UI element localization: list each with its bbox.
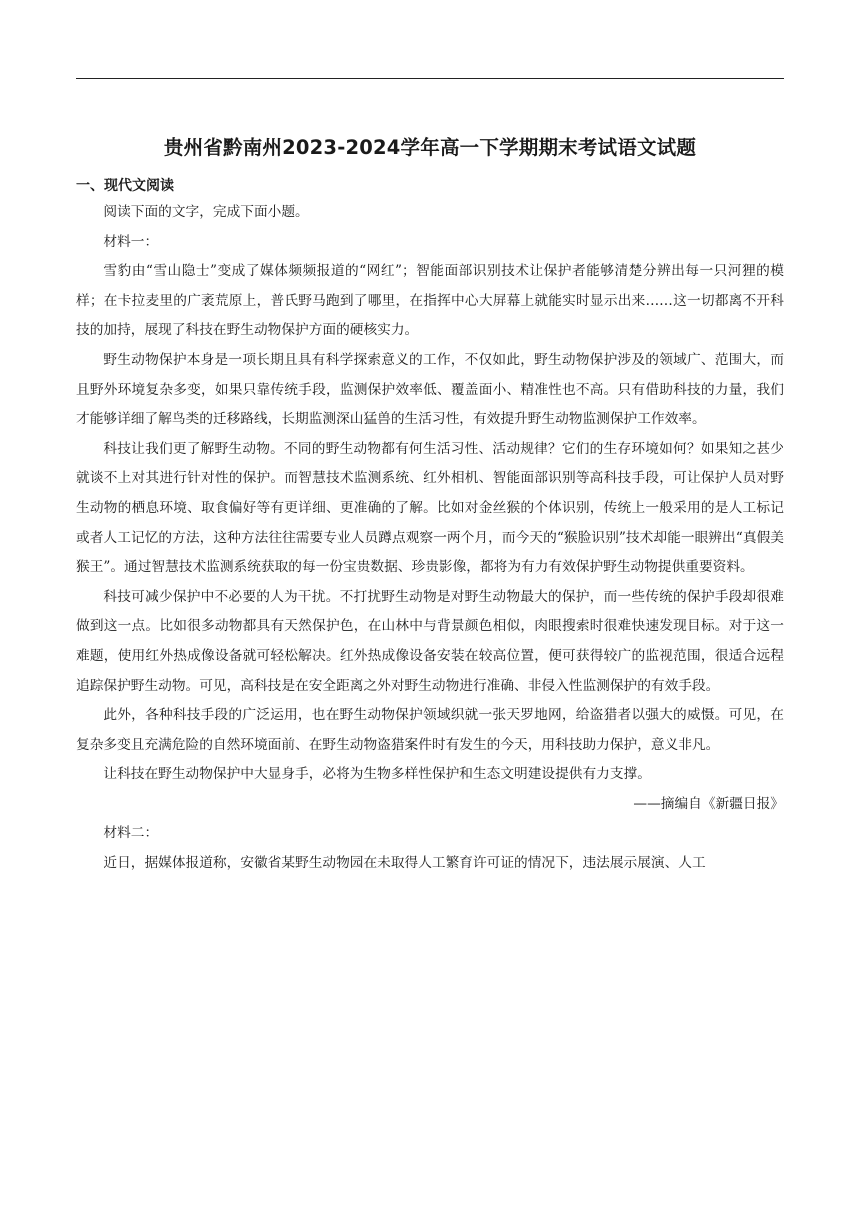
body-paragraph: 雪豹由“雪山隐士”变成了媒体频频报道的“网红”；智能面部识别技术让保护者能够清楚分辨出每一只河狸的模样；在卡拉麦里的广袤荒原上，普氏野马跑到了哪里，在指挥中心大屏幕上就能实时显示出来……这一切都离不开科技的加持，展现了科技在野生动物保护方面的硬核实力。 (76, 263, 784, 339)
source-citation: ——摘编自《新疆日报》 (633, 795, 784, 812)
body-paragraph: 野生动物保护本身是一项长期且具有科学探索意义的工作，不仅如此，野生动物保护涉及的领域广、范围大，而且野外环境复杂多变，如果只靠传统手段，监测保护效率低、覆盖面小、精准性也不高。只有借助科技的力量，我们才能够详细了解鸟类的迁移路线，长期监测深山猛兽的生活习性，有效提升野生动物监测保护工作效率。 (76, 351, 784, 428)
body-paragraph: 让科技在野生动物保护中大显身手，必将为生物多样性保护和生态文明建设提供有力支撑。 (103, 766, 651, 783)
body-paragraph: 科技可减少保护中不必要的人为干扰。不打扰野生动物是对野生动物最大的保护，而一些传统的保护手段却很难做到这一点。比如很多动物都具有天然保护色，在山林中与背景颜色相似，肉眼搜索时很难快速发现目标。对于这一难题，使用红外热成像设备就可轻松解决。红外热成像设备安装在较高位置，便可获得较广的监视范围，很适合远程追踪保护野生动物。可见，高科技是在安全距离之外对野生动物进行准确、非侵入性监测保护的有效手段。 (76, 588, 784, 694)
body-paragraph: 此外，各种科技手段的广泛运用，也在野生动物保护领域织就一张天罗地网，给盗猎者以强大的威慑。可见，在复杂多变且充满危险的自然环境面前、在野生动物盗猎案件时有发生的今天，用科技助力保护，意义非凡。 (76, 707, 784, 753)
instruction-paragraph: 阅读下面的文字，完成下面小题。 (103, 204, 309, 220)
section-heading: 一、现代文阅读 (76, 178, 174, 194)
document-title: 贵州省黔南州2023-2024学年高一下学期期末考试语文试题 (163, 136, 697, 159)
body-paragraph: 科技让我们更了解野生动物。不同的野生动物都有何生活习性、活动规律？它们的生存环境如何？如果知之甚少就谈不上对其进行针对性的保护。而智慧技术监测系统、红外相机、智能面部识别等高科技手段，可让保护人员对野生动物的栖息环境、取食偏好等有更详细、更准确的了解。比如对金丝猴的个体识别，传统上一般采用的是人工标记或者人工记忆的方法，这种方法往往需要专业人员蹲点观察一两个月，而今天的“猴脸识别”技术却能一眼辨出“真假美猴王”。通过智慧技术监测系统获取的每一份宝贵数据、珍贵影像，都将为有力有效保护野生动物提供重要资料。 (76, 440, 784, 576)
body-paragraph: 近日，据媒体报道称，安徽省某野生动物园在未取得人工繁育许可证的情况下，违法展示展演、人工 (103, 855, 706, 872)
document-body (76, 198, 784, 879)
header-rule (76, 78, 784, 79)
material-label: 材料一： (103, 233, 159, 250)
material-label: 材料二： (103, 825, 159, 842)
